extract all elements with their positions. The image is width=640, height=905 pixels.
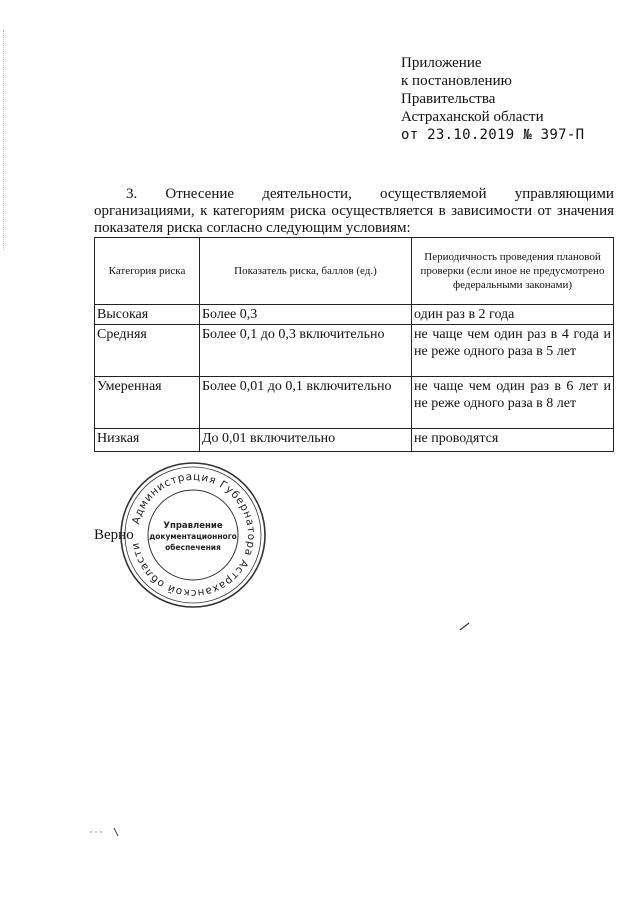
header-inspection-frequency: Периодичность проведения плановой проверки (если иное не предусмотрено федеральными законами) <box>412 238 614 305</box>
stamp-center-line: документационного <box>149 532 237 541</box>
paragraph-word: осуществляемой <box>379 186 487 202</box>
paragraph-3 <box>94 186 614 237</box>
stamp-ring-text: Администрация Губернатора Астраханской области <box>129 470 258 600</box>
cell-category: Умеренная <box>95 377 200 429</box>
stamp-center-line: обеспечения <box>165 543 221 552</box>
cell-frequency: не проводятся <box>412 429 614 452</box>
cell-indicator: Более 0,1 до 0,3 включительно <box>200 325 412 377</box>
cell-frequency: не чаще чем один раз в 4 года и не реже одного раза в 5 лет <box>412 325 614 377</box>
cell-indicator: Более 0,3 <box>200 305 412 325</box>
cell-category: Средняя <box>95 325 200 377</box>
cell-category: Высокая <box>95 305 200 325</box>
header-risk-indicator: Показатель риска, баллов (ед.) <box>200 238 412 305</box>
appendix-header <box>401 54 584 144</box>
stray-pen-mark <box>458 620 472 632</box>
paragraph-first-line <box>94 186 614 203</box>
table-row <box>95 305 614 325</box>
certification-word: Верно <box>94 527 134 543</box>
cell-indicator: Более 0,01 до 0,1 включительно <box>200 377 412 429</box>
table-row <box>95 377 614 429</box>
official-stamp <box>118 460 268 610</box>
table-header-row <box>95 238 614 305</box>
scan-noise-mark <box>88 825 128 839</box>
cell-category: Низкая <box>95 429 200 452</box>
paragraph-word: 3. <box>126 186 138 202</box>
table-row <box>95 325 614 377</box>
header-line-date-number: от 23.10.2019 № 397-П <box>401 127 585 143</box>
header-line-government: Правительства <box>401 91 496 107</box>
cell-indicator: До 0,01 включительно <box>200 429 412 452</box>
cell-frequency: не чаще чем один раз в 6 лет и не реже одного раза в 8 лет <box>412 377 614 429</box>
paragraph-word: Отнесение <box>165 186 235 202</box>
paragraph-rest: организациями, к категориям риска осуществляется в зависимости от значения показателя риска согласно следующим условиям: <box>94 203 614 236</box>
cell-frequency: один раз в 2 года <box>412 305 614 325</box>
stamp-center-line: Управление <box>163 521 223 531</box>
header-risk-category: Категория риска <box>95 238 200 305</box>
header-line-region: Астраханской области <box>401 109 544 125</box>
paragraph-word: деятельности, <box>262 186 352 202</box>
risk-category-table <box>94 237 614 452</box>
table-row <box>95 429 614 452</box>
paragraph-word: управляющими <box>514 186 614 202</box>
header-line-appendix: Приложение <box>401 55 482 71</box>
margin-scan-marks <box>3 30 6 250</box>
header-line-resolution: к постановлению <box>401 73 512 89</box>
